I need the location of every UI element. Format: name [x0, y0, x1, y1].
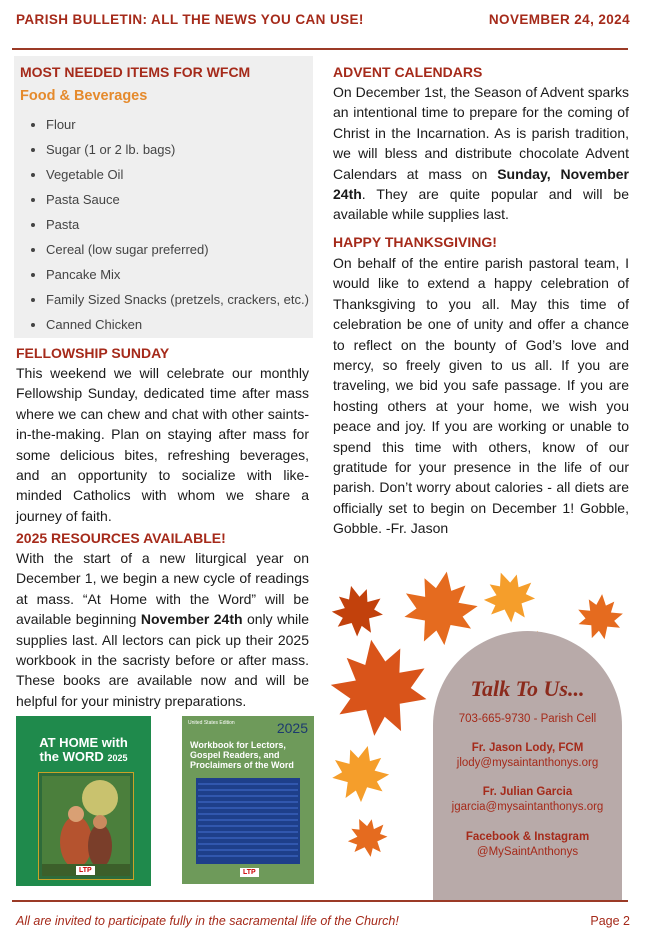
book2-edition: United States Edition: [188, 720, 235, 726]
book2-line2: Gospel Readers, and: [190, 750, 280, 760]
advent-title: ADVENT CALENDARS: [333, 64, 483, 80]
resources-body-bold: November 24th: [140, 611, 243, 628]
bulletin-date: NOVEMBER 24, 2024: [488, 12, 630, 27]
social-label: Facebook & Instagram: [465, 831, 590, 843]
advent-body: [333, 82, 629, 225]
book2-line3: Proclaimers of the Word: [190, 760, 294, 770]
list-item: • Sugar (1 or 2 lb. bags): [46, 137, 309, 162]
footer-tagline: All are invited to participate fully in the sacramental life of the Church!: [16, 914, 399, 928]
book1-illustration: [38, 772, 134, 880]
advent-body-after: . They are quite popular and will be available while supplies last.: [333, 186, 629, 223]
list-item: • Pancake Mix: [46, 262, 309, 287]
fellowship-title: FELLOWSHIP SUNDAY: [16, 345, 170, 361]
book1-line1: AT HOME with: [39, 735, 128, 750]
resources-body-after: only while supplies last. All lectors can pick up their 2025 workbook in the sacristy before or after mass. These books are available now and will be helpful for your ministry preparations.: [16, 611, 309, 709]
book1-year: 2025: [107, 753, 128, 763]
list-item: • Pasta Sauce: [46, 187, 309, 212]
contact2-name: Fr. Julian Garcia: [482, 786, 573, 798]
fellowship-body: This weekend we will celebrate our monthly Fellowship Sunday, dedicated time after mass where we can chew and chat with other saints-in-the-making. Plan on staying after mass for some delicious bites, refreshing beverages, and an opportunity to socialize with like-minded Catholics with whom we share a journey of faith.: [16, 365, 309, 524]
book1-line2: the WORD: [39, 749, 104, 764]
list-item: • Pasta: [46, 212, 309, 237]
list-item: • Family Sized Snacks (pretzels, crackers, etc.): [46, 287, 309, 312]
contact-phone[interactable]: 703-665-9730 - Parish Cell: [458, 713, 597, 725]
page-number: Page 2: [590, 914, 630, 928]
book2-pattern: [196, 778, 300, 864]
advent-body-bold: Sunday, November 24th: [333, 165, 629, 203]
book1-publisher: LTP: [76, 866, 95, 875]
book2-line1: Workbook for Lectors,: [190, 740, 286, 750]
book2-publisher: LTP: [240, 868, 259, 877]
advent-body-before: On December 1st, the Season of Advent sparks an intentional time to prepare for the coming of Christ in the Incarnation. As is parish tradition, we will bless and distribute chocolate Advent Calendars at mass on: [333, 84, 629, 182]
book-cover-workbook-for-lectors: [182, 716, 314, 884]
thanksgiving-title: HAPPY THANKSGIVING!: [333, 234, 497, 250]
wfcm-items-list: [24, 112, 309, 337]
list-item: • Cereal (low sugar preferred): [46, 237, 309, 262]
contact1-name: Fr. Jason Lody, FCM: [471, 742, 584, 754]
list-item: • Canned Chicken: [46, 312, 309, 337]
thanksgiving-body: On behalf of the entire parish pastoral team, I would like to extend a happy celebration of Thanksgiving to you all. May this time of celebration be one of unity and offer a chance to reflect on the bounty of God’s love and mercy, so freely given to us all. If you are traveling, we bid you safe passage. If you are hosting others at your home, we wish you peace and joy. If you are working or unable to spend this time with others, know of our gratitude for your presence in the life of our parish. Don’t worry about calories - all diets are officially set to begin on December 1! Gobble, Gobble. -Fr. Jason: [333, 255, 629, 537]
wfcm-title: MOST NEEDED ITEMS FOR WFCM: [20, 64, 251, 80]
bulletin-title: PARISH BULLETIN: ALL THE NEWS YOU CAN USE!: [16, 12, 364, 27]
header-divider: [12, 48, 628, 50]
book-cover-at-home-with-the-word: [16, 716, 151, 886]
resources-body: [16, 548, 309, 711]
resources-title: 2025 RESOURCES AVAILABLE!: [16, 530, 226, 546]
social-handle[interactable]: @MySaintAnthonys: [476, 846, 579, 858]
book2-year: 2025: [276, 720, 308, 736]
list-item: • Vegetable Oil: [46, 162, 309, 187]
wfcm-category: Food & Beverages: [20, 88, 148, 104]
contact2-email[interactable]: jgarcia@mysaintanthonys.org: [451, 801, 604, 813]
footer-divider: [12, 900, 628, 902]
contact1-email[interactable]: jlody@mysaintanthonys.org: [456, 757, 599, 769]
contact-title: Talk To Us...: [470, 676, 585, 701]
list-item: • Flour: [46, 112, 309, 137]
resources-body-before: With the start of a new liturgical year on December 1, we begin a new cycle of readings at mass. “At Home with the Word” will be available beginning: [16, 550, 309, 628]
